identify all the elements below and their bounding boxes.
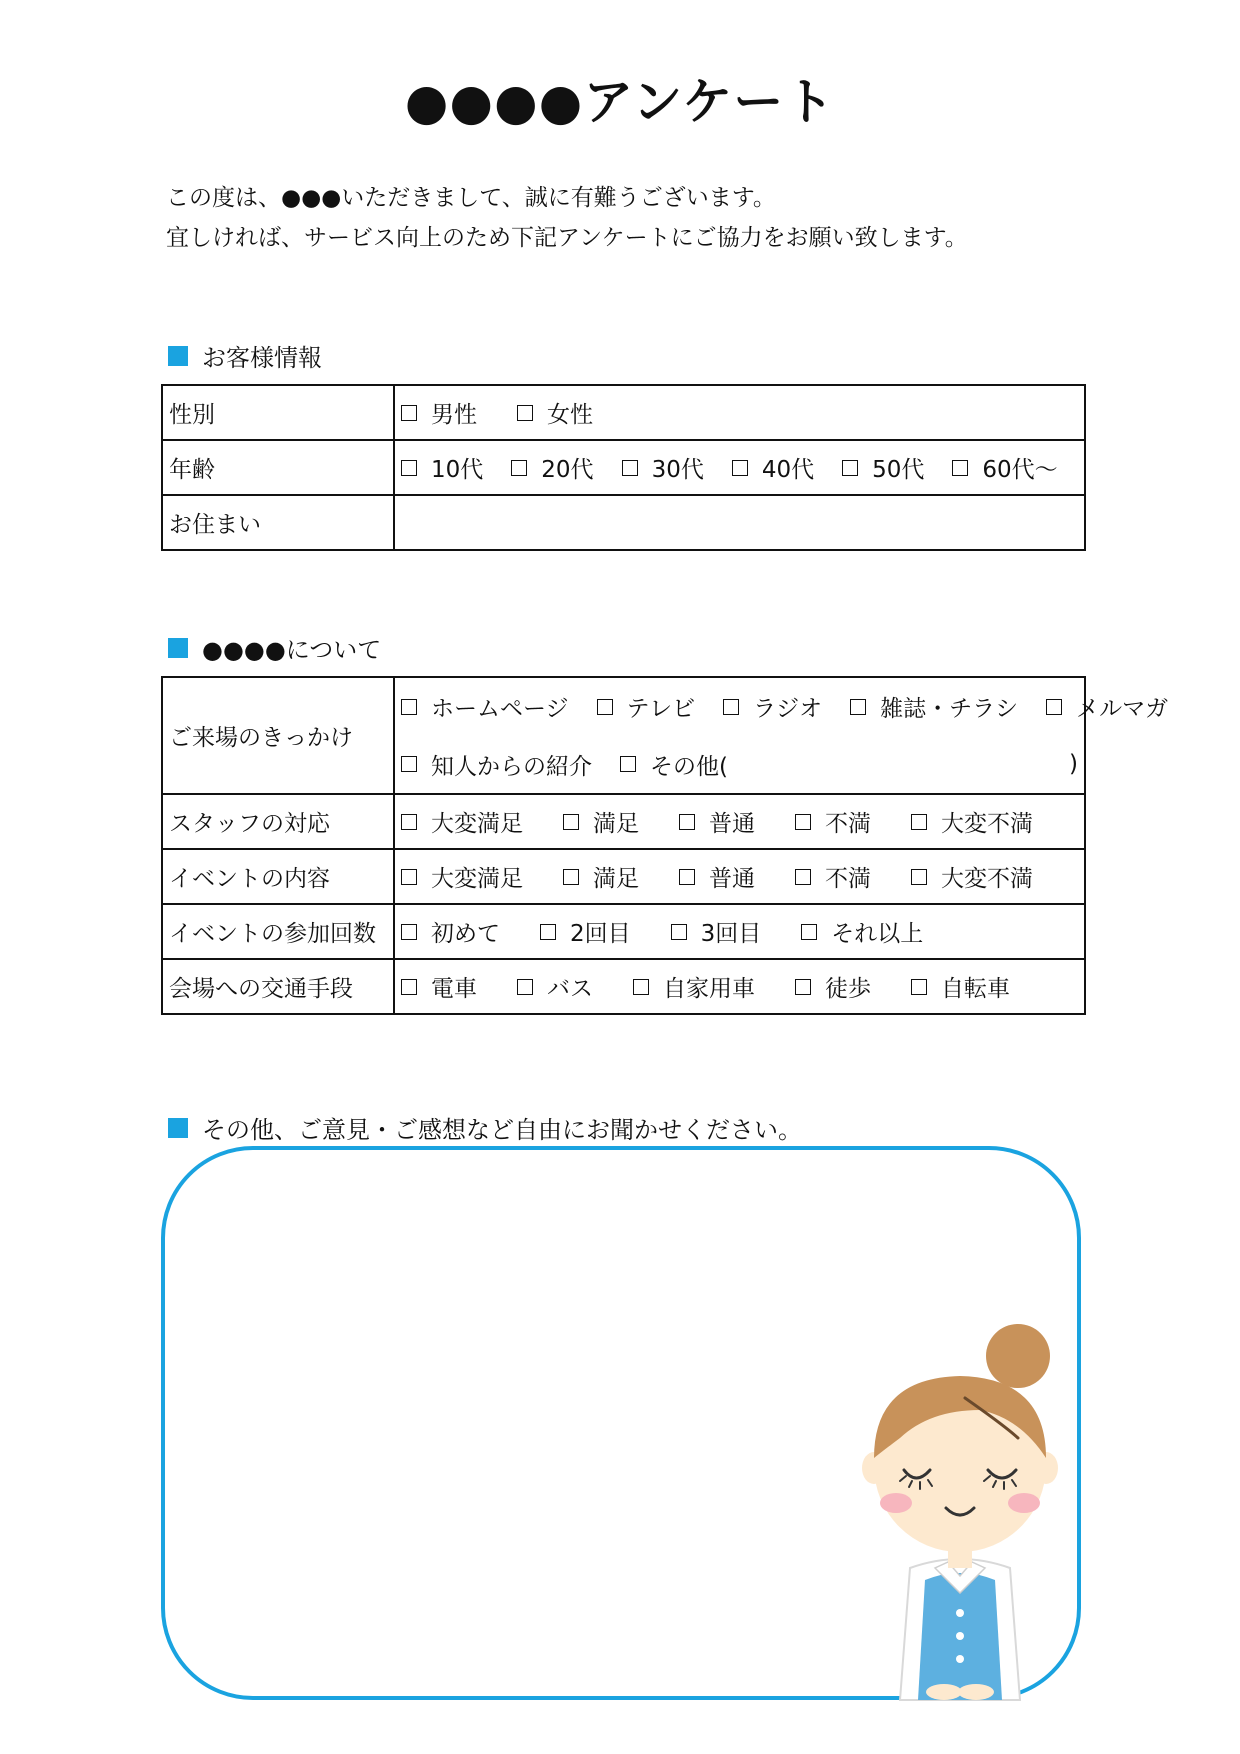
option-age-50s[interactable]: 50代 bbox=[842, 451, 924, 484]
checkbox-icon[interactable] bbox=[517, 405, 533, 421]
option-age-30s[interactable]: 30代 bbox=[622, 451, 704, 484]
table-row bbox=[162, 904, 1085, 959]
customer-info-table bbox=[161, 384, 1086, 551]
checkbox-icon[interactable] bbox=[401, 924, 417, 940]
table-row bbox=[162, 495, 1085, 550]
section-title: お客様情報 bbox=[202, 344, 322, 372]
option-very-satisfied[interactable]: 大変満足 bbox=[401, 805, 523, 838]
checkbox-icon[interactable] bbox=[620, 756, 636, 772]
gender-options bbox=[394, 385, 1085, 440]
option-neutral[interactable]: 普通 bbox=[679, 805, 755, 838]
table-row bbox=[162, 677, 1085, 794]
table-row bbox=[162, 794, 1085, 849]
option-second-time[interactable]: 2回目 bbox=[540, 915, 631, 948]
table-row bbox=[162, 385, 1085, 440]
checkbox-icon[interactable] bbox=[511, 460, 527, 476]
checkbox-icon[interactable] bbox=[952, 460, 968, 476]
checkbox-icon[interactable] bbox=[540, 924, 556, 940]
option-age-10s[interactable]: 10代 bbox=[401, 451, 483, 484]
checkbox-icon[interactable] bbox=[401, 756, 417, 772]
option-satisfied[interactable]: 満足 bbox=[563, 805, 639, 838]
button-dot bbox=[956, 1655, 964, 1663]
bowing-woman-illustration bbox=[840, 1318, 1080, 1700]
row-label-attendance-count: イベントの参加回数 bbox=[162, 904, 394, 959]
row-label-event-content: イベントの内容 bbox=[162, 849, 394, 904]
event-content-options bbox=[394, 849, 1085, 904]
checkbox-icon[interactable] bbox=[795, 869, 811, 885]
other-close-paren: ) bbox=[1069, 751, 1078, 778]
option-very-dissatisfied[interactable]: 大変不満 bbox=[911, 805, 1033, 838]
checkbox-icon[interactable] bbox=[563, 869, 579, 885]
checkbox-icon[interactable] bbox=[850, 699, 866, 715]
cheek-left bbox=[880, 1493, 912, 1513]
checkbox-icon[interactable] bbox=[795, 979, 811, 995]
checkbox-icon[interactable] bbox=[911, 869, 927, 885]
hair-bun bbox=[986, 1324, 1050, 1388]
section-title: その他、ご意見・ご感想など自由にお聞かせください。 bbox=[202, 1116, 802, 1144]
option-very-dissatisfied[interactable]: 大変不満 bbox=[911, 860, 1033, 893]
row-label-staff: スタッフの対応 bbox=[162, 794, 394, 849]
option-age-60s-plus[interactable]: 60代～ bbox=[952, 451, 1057, 484]
checkbox-icon[interactable] bbox=[401, 460, 417, 476]
staff-options bbox=[394, 794, 1085, 849]
option-third-time[interactable]: 3回目 bbox=[671, 915, 762, 948]
option-female[interactable]: 女性 bbox=[517, 396, 593, 429]
option-bicycle[interactable]: 自転車 bbox=[911, 970, 1010, 1003]
intro-text bbox=[166, 178, 968, 258]
checkbox-icon[interactable] bbox=[597, 699, 613, 715]
square-bullet-icon bbox=[168, 1118, 188, 1138]
section-heading-customer-info bbox=[168, 338, 322, 373]
checkbox-icon[interactable] bbox=[633, 979, 649, 995]
checkbox-icon[interactable] bbox=[795, 814, 811, 830]
section-heading-feedback bbox=[168, 1110, 802, 1145]
checkbox-icon[interactable] bbox=[517, 979, 533, 995]
option-referral[interactable]: 知人からの紹介 bbox=[401, 748, 592, 781]
option-male[interactable]: 男性 bbox=[401, 396, 477, 429]
option-age-20s[interactable]: 20代 bbox=[511, 451, 593, 484]
option-neutral[interactable]: 普通 bbox=[679, 860, 755, 893]
page-title: ●●●●アンケート bbox=[404, 73, 836, 131]
option-satisfied[interactable]: 満足 bbox=[563, 860, 639, 893]
reason-options bbox=[394, 677, 1169, 794]
option-age-40s[interactable]: 40代 bbox=[732, 451, 814, 484]
option-homepage[interactable]: ホームページ bbox=[401, 690, 569, 723]
transport-options bbox=[394, 959, 1085, 1014]
button-dot bbox=[956, 1609, 964, 1617]
cheek-right bbox=[1008, 1493, 1040, 1513]
option-walk[interactable]: 徒歩 bbox=[795, 970, 871, 1003]
checkbox-icon[interactable] bbox=[401, 979, 417, 995]
checkbox-icon[interactable] bbox=[401, 814, 417, 830]
option-more[interactable]: それ以上 bbox=[801, 915, 923, 948]
row-label-transport: 会場への交通手段 bbox=[162, 959, 394, 1014]
checkbox-icon[interactable] bbox=[401, 405, 417, 421]
checkbox-icon[interactable] bbox=[732, 460, 748, 476]
checkbox-icon[interactable] bbox=[723, 699, 739, 715]
option-first-time[interactable]: 初めて bbox=[401, 915, 500, 948]
option-dissatisfied[interactable]: 不満 bbox=[795, 860, 871, 893]
option-bus[interactable]: バス bbox=[517, 970, 593, 1003]
option-mail-magazine[interactable]: メルマガ bbox=[1046, 690, 1168, 723]
option-radio[interactable]: ラジオ bbox=[723, 690, 822, 723]
option-train[interactable]: 電車 bbox=[401, 970, 477, 1003]
row-label-reason: ご来場のきっかけ bbox=[162, 677, 394, 794]
intro-line-2: 宜しければ、サービス向上のため下記アンケートにご協力をお願い致します。 bbox=[166, 225, 968, 251]
checkbox-icon[interactable] bbox=[622, 460, 638, 476]
table-row bbox=[162, 849, 1085, 904]
intro-line-1: この度は、●●●いただきまして、誠に有難うございます。 bbox=[166, 185, 776, 211]
table-row bbox=[162, 440, 1085, 495]
checkbox-icon[interactable] bbox=[911, 814, 927, 830]
option-magazine-flyer[interactable]: 雑誌・チラシ bbox=[850, 690, 1018, 723]
section-title: ●●●●について bbox=[202, 636, 382, 664]
row-label-address: お住まい bbox=[162, 495, 394, 550]
section-heading-about bbox=[168, 630, 381, 665]
table-row bbox=[162, 959, 1085, 1014]
checkbox-icon[interactable] bbox=[842, 460, 858, 476]
checkbox-icon[interactable] bbox=[801, 924, 817, 940]
square-bullet-icon bbox=[168, 638, 188, 658]
checkbox-icon[interactable] bbox=[401, 699, 417, 715]
option-car[interactable]: 自家用車 bbox=[633, 970, 755, 1003]
about-table bbox=[161, 676, 1169, 1015]
option-very-satisfied[interactable]: 大変満足 bbox=[401, 860, 523, 893]
button-dot bbox=[956, 1632, 964, 1640]
checkbox-icon[interactable] bbox=[1046, 699, 1062, 715]
attendance-options bbox=[394, 904, 1085, 959]
row-label-age: 年齢 bbox=[162, 440, 394, 495]
checkbox-icon[interactable] bbox=[679, 869, 695, 885]
square-bullet-icon bbox=[168, 346, 188, 366]
checkbox-icon[interactable] bbox=[671, 924, 687, 940]
row-label-gender: 性別 bbox=[162, 385, 394, 440]
option-other[interactable]: その他( ) bbox=[620, 748, 1078, 781]
checkbox-icon[interactable] bbox=[563, 814, 579, 830]
address-field[interactable] bbox=[394, 495, 1085, 550]
age-options bbox=[394, 440, 1085, 495]
checkbox-icon[interactable] bbox=[401, 869, 417, 885]
checkbox-icon[interactable] bbox=[911, 979, 927, 995]
option-dissatisfied[interactable]: 不満 bbox=[795, 805, 871, 838]
hand-left bbox=[926, 1684, 962, 1700]
option-tv[interactable]: テレビ bbox=[597, 690, 696, 723]
checkbox-icon[interactable] bbox=[679, 814, 695, 830]
hand-right bbox=[958, 1684, 994, 1700]
